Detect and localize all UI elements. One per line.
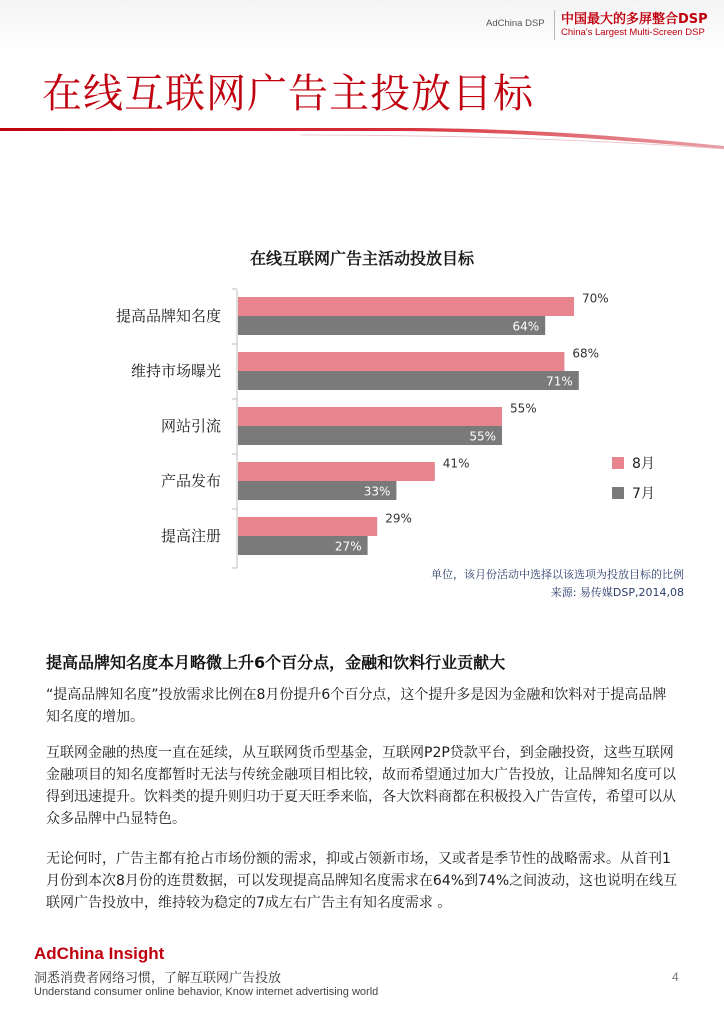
- bar-august: [238, 517, 377, 536]
- bar-august: [238, 297, 574, 316]
- bar-august: [238, 352, 564, 371]
- legend-swatch-july: [612, 487, 624, 499]
- brand-tagline-cn: 中国最大的多屏整合DSP: [561, 12, 708, 27]
- brand-tagline-en: China's Largest Multi-Screen DSP: [561, 27, 705, 38]
- data-label-august: 55%: [510, 401, 537, 416]
- paragraph-1: “提高品牌知名度”投放需求比例在8月份提升6个百分点，这个提升多是因为金融和饮料对于提高品牌知名度的增加。: [46, 687, 667, 725]
- bar-july: [238, 316, 545, 335]
- page-title: 在线互联网广告主投放目标: [42, 71, 534, 117]
- brand-small-label: AdChina DSP: [486, 18, 545, 29]
- bar-august: [238, 462, 435, 481]
- data-label-july: 27%: [334, 539, 362, 554]
- chart-legend: [612, 448, 655, 508]
- footer-tagline-en: Understand consumer online behavior, Know internet advertising world: [34, 986, 379, 998]
- legend-item-july: [612, 478, 655, 508]
- legend-item-august: [612, 448, 655, 478]
- chart-title: 在线互联网广告主活动投放目标: [249, 249, 474, 268]
- data-label-july: 55%: [469, 429, 496, 444]
- data-label-august: 70%: [582, 291, 609, 306]
- data-label-july: 64%: [512, 319, 540, 334]
- data-label-august: 68%: [572, 346, 600, 361]
- data-label-august: 29%: [385, 511, 412, 526]
- legend-label-august: 8月: [632, 456, 655, 472]
- paragraph-3: 无论何时，广告主都有抢占市场份额的需求，抑或占领新市场，又或者是季节性的战略需求。从首刊1月份到本次8月份的连贯数据，可以发现提高品牌知名度需求在64%到74%之间波动，这也说明在线互联网广告投放中，维持较为稳定的7成左右广告主有知名度需求 。: [46, 851, 678, 911]
- category-label: 提高注册: [160, 527, 221, 545]
- category-label: 网站引流: [160, 417, 221, 435]
- bar-july: [238, 371, 579, 390]
- footer-tagline-cn: 洞悉消费者网络习惯，了解互联网广告投放: [34, 971, 282, 986]
- footer-brand: AdChina Insight: [34, 944, 165, 963]
- category-label: 产品发布: [160, 472, 221, 490]
- data-label-july: 33%: [363, 484, 391, 499]
- category-label: 维持市场曝光: [130, 362, 221, 380]
- data-label-august: 41%: [442, 456, 470, 471]
- chart-source-note: 来源: 易传媒DSP,2014,08: [550, 586, 684, 599]
- paragraph-2: 互联网金融的热度一直在延续，从互联网货币型基金，互联网P2P贷款平台，到金融投资，这些互联网金融项目的知名度都暂时无法与传统金融项目相比较，故而希望通过加大广告投放，让品牌知名度可以得到迅速提升。饮料类的提升则归功于夏天旺季来临，各大饮料商都在积极投入广告宣传，希望可以从众多品牌中凸显特色。: [46, 745, 676, 827]
- chart-unit-note: 单位，该月份活动中选择以该选项为投放目标的比例: [431, 568, 684, 581]
- page-number: 4: [672, 970, 679, 984]
- section-title: 提高品牌知名度本月略微上升6个百分点，金融和饮料行业贡献大: [46, 653, 506, 672]
- bar-july: [238, 426, 502, 445]
- data-label-july: 71%: [546, 374, 573, 389]
- category-label: 提高品牌知名度: [115, 307, 221, 325]
- legend-swatch-august: [612, 457, 624, 469]
- header-decorative-line: [0, 126, 724, 150]
- bar-chart: [0, 280, 724, 580]
- brand-divider: [554, 10, 555, 40]
- legend-label-july: 7月: [632, 486, 655, 502]
- bar-august: [238, 407, 502, 426]
